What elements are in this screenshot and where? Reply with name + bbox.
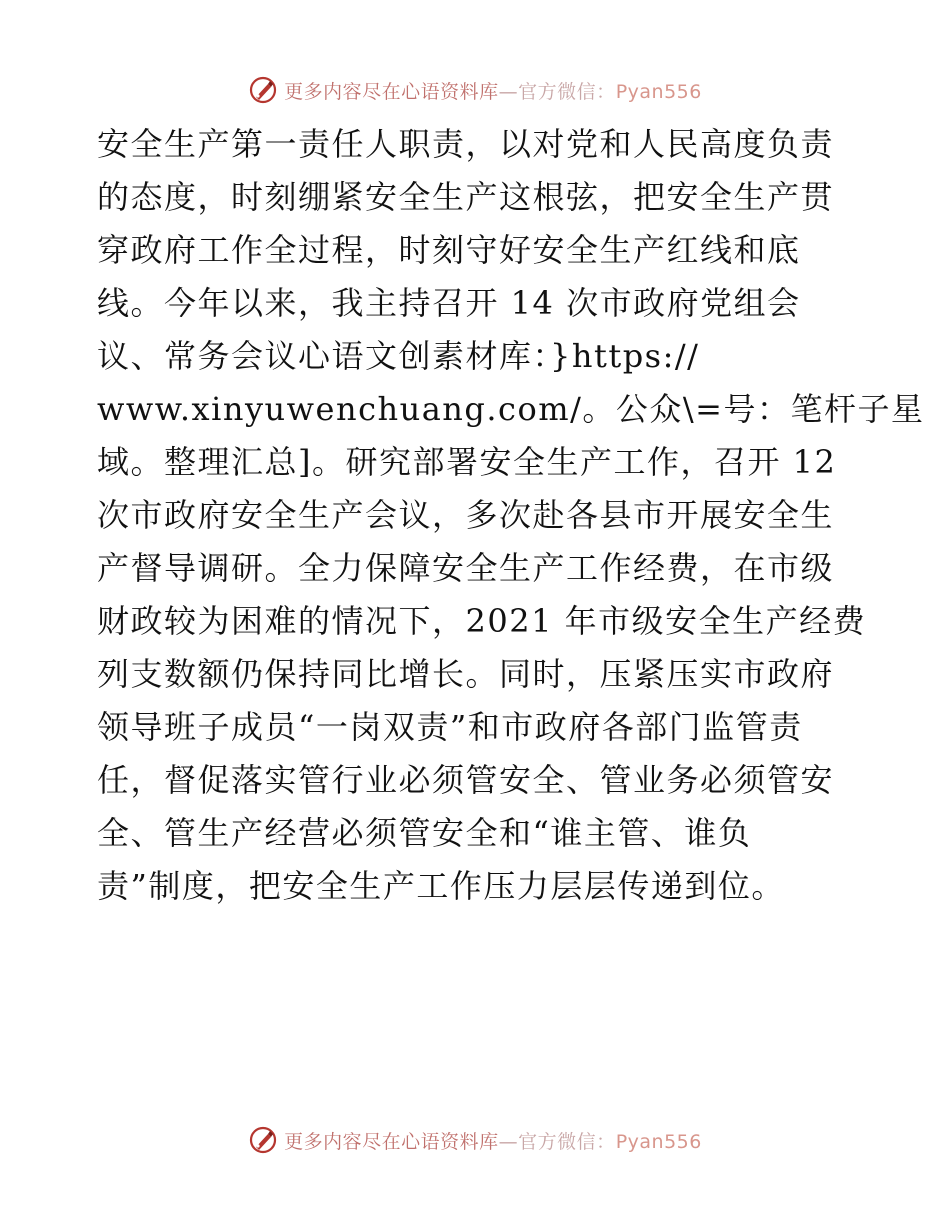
text-line: 域。整理汇总]。研究部署安全生产工作，召开 12: [97, 443, 837, 481]
watermark-text: [284, 1127, 702, 1154]
watermark-brand: 更多内容尽在心语资料库: [284, 80, 499, 103]
logo-icon: [248, 1125, 278, 1155]
text-line: 的态度，时刻绷紧安全生产这根弦，把安全生产贯: [97, 178, 835, 216]
document-body: [97, 118, 925, 913]
watermark-wechat-id: Pyan556: [615, 1130, 702, 1153]
text-line: 线。今年以来，我主持召开 14 次市政府党组会: [97, 284, 801, 322]
watermark-wechat-id: Pyan556: [615, 80, 702, 103]
text-line: 财政较为困难的情况下，2021 年市级安全生产经费: [97, 602, 867, 640]
text-line: 安全生产第一责任人职责，以对党和人民高度负责: [97, 125, 835, 163]
text-line: 全、管生产经营必须管安全和“谁主管、谁负: [97, 814, 752, 852]
watermark-brand: 更多内容尽在心语资料库: [284, 1130, 499, 1153]
text-line: 议、常务会议心语文创素材库：}https://: [97, 337, 700, 375]
text-line: 领导班子成员“一岗双责”和市政府各部门监管责: [97, 708, 803, 746]
text-line: www.xinyuwenchuang.com/。公众\=号：笔杆子星: [97, 390, 925, 428]
text-line: 任，督促落实管行业必须管安全、管业务必须管安: [97, 761, 835, 799]
watermark-wechat-label: 官方微信：: [518, 1130, 616, 1153]
text-line: 责”制度，把安全生产工作压力层层传递到位。: [97, 867, 785, 905]
header-watermark: [0, 70, 950, 110]
text-line: 产督导调研。全力保障安全生产工作经费，在市级: [97, 549, 835, 587]
text-line: 次市政府安全生产会议，多次赴各县市开展安全生: [97, 496, 835, 534]
watermark-wechat-label: 官方微信：: [518, 80, 616, 103]
text-line: 列支数额仍保持同比增长。同时，压紧压实市政府: [97, 655, 835, 693]
footer-watermark: [0, 1120, 950, 1160]
watermark-separator: —: [498, 1130, 519, 1153]
watermark-separator: —: [498, 80, 519, 103]
text-line: 穿政府工作全过程，时刻守好安全生产红线和底: [97, 231, 801, 269]
watermark-text: [284, 77, 702, 104]
logo-icon: [248, 75, 278, 105]
